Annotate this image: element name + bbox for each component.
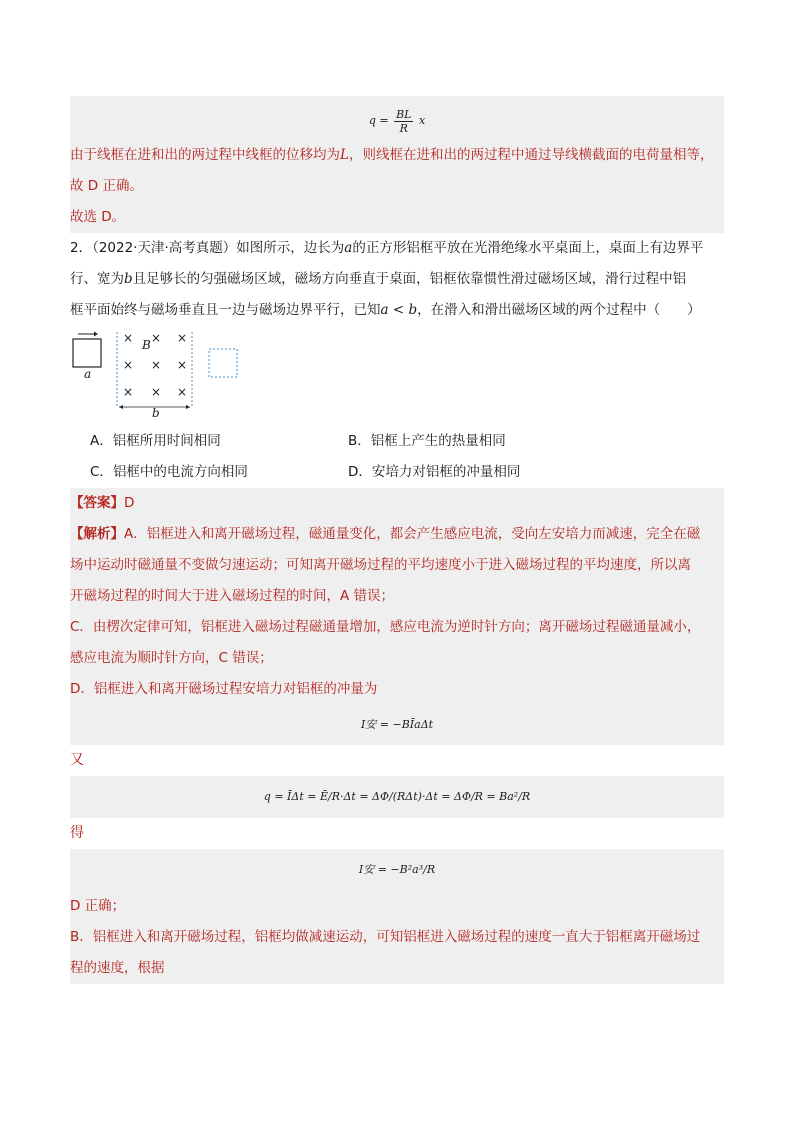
analysis-c-line-1: C．由楞次定律可知，铝框进入磁场过程磁通量增加，感应电流为逆时针方向；离开磁场过程磁通量减小，	[70, 619, 701, 635]
prev-solution-block	[70, 96, 724, 233]
formula-charge	[70, 776, 724, 818]
cross-mark: ×	[151, 331, 162, 345]
cross-mark: ×	[177, 385, 188, 399]
question-line-1: 2．（2022·天津·高考真题）如图所示，边长为a的正方形铝框平放在光滑绝缘水平桌面上，桌面上有边界平	[70, 240, 704, 256]
cross-mark: ×	[123, 331, 134, 345]
analysis-d-line-1: D．铝框进入和离开磁场过程安培力对铝框的冲量为	[70, 681, 378, 697]
formula-charge-text: q = ĪΔt = Ē/R·Δt = ΔΦ/(RΔt)·Δt = ΔΦ/R = Ba²/R	[263, 790, 531, 803]
formula-impulse-text: I安 = −BĪaΔt	[360, 718, 434, 731]
width-label-b: b	[152, 406, 160, 420]
formula-charge-block	[70, 776, 724, 818]
answer-analysis-block	[70, 488, 724, 745]
text-de: 得	[70, 825, 84, 841]
option-d: D．安培力对铝框的冲量相同	[348, 464, 521, 480]
prev-solution-line-3: 故选 D。	[70, 209, 126, 225]
analysis-a-line-3: 开磁场过程的时间大于进入磁场过程的时间，A 错误；	[70, 588, 395, 604]
field-label-B: B	[142, 338, 151, 352]
analysis-b-line-1: B．铝框进入和离开磁场过程，铝框均做减速运动，可知铝框进入磁场过程的速度一直大于铝框离开磁场过	[70, 929, 701, 945]
cross-mark: ×	[123, 358, 134, 372]
options-block	[70, 426, 724, 488]
cross-mark: ×	[151, 385, 162, 399]
formula-impulse-final-text: I安 = −B²a³/R	[358, 863, 436, 876]
page-content	[70, 96, 724, 984]
question-line-2: 行、宽为b且足够长的匀强磁场区域，磁场方向垂直于桌面，铝框依靠惯性滑过磁场区域，滑行过程中铝	[70, 271, 687, 287]
prev-solution-line-1: 由于线框在进和出的两过程中线框的位移均为L，则线框在进和出的两过程中通过导线横截面的电荷量相等，	[70, 147, 714, 163]
question-2	[70, 233, 724, 488]
option-b: B．铝框上产生的热量相同	[348, 433, 506, 449]
cross-mark: ×	[177, 331, 188, 345]
formula-impulse-final	[70, 849, 724, 891]
text-you: 又	[70, 752, 84, 768]
side-label-a: a	[84, 367, 92, 381]
cross-mark: ×	[151, 358, 162, 372]
field-crosses	[120, 330, 192, 406]
cross-mark: ×	[123, 385, 134, 399]
frame-after-field-dashed	[209, 349, 237, 377]
d-correct-line: D 正确；	[70, 898, 126, 914]
fraction-bl-over-r: $\frac{BL}{R}$	[396, 107, 412, 135]
analysis-c-line-2: 感应电流为顺时针方向，C 错误；	[70, 650, 273, 666]
velocity-arrow-head	[94, 332, 98, 337]
prev-solution-line-2: 故 D 正确。	[70, 178, 143, 194]
cross-mark: ×	[177, 358, 188, 372]
magnetic-field-figure	[70, 330, 724, 420]
option-a: A．铝框所用时间相同	[90, 433, 221, 449]
formula-q-equals-bl-over-r-x: q = $\frac{BL}{R}$ x	[368, 107, 426, 135]
analysis-b-line-2: 程的速度，根据	[70, 960, 165, 976]
answer-analysis-block-2	[70, 849, 724, 984]
answer-line: 【答案】D	[70, 495, 135, 511]
aluminum-frame-square	[73, 339, 101, 367]
question-line-3: 框平面始终与磁场垂直且一边与磁场边界平行，已知a < b，在滑入和滑出磁场区域的两个过程中（ ）	[70, 302, 701, 318]
formula-impulse	[70, 705, 724, 745]
option-c: C．铝框中的电流方向相同	[90, 464, 248, 480]
analysis-a-line-2: 场中运动时磁通量不变做匀速运动；可知离开磁场过程的平均速度小于进入磁场过程的平均速度，所以离	[70, 557, 691, 573]
analysis-a-line-1: 【解析】A．铝框进入和离开磁场过程，磁通量变化，都会产生感应电流，受向左安培力而减速，完全在磁	[70, 526, 701, 542]
